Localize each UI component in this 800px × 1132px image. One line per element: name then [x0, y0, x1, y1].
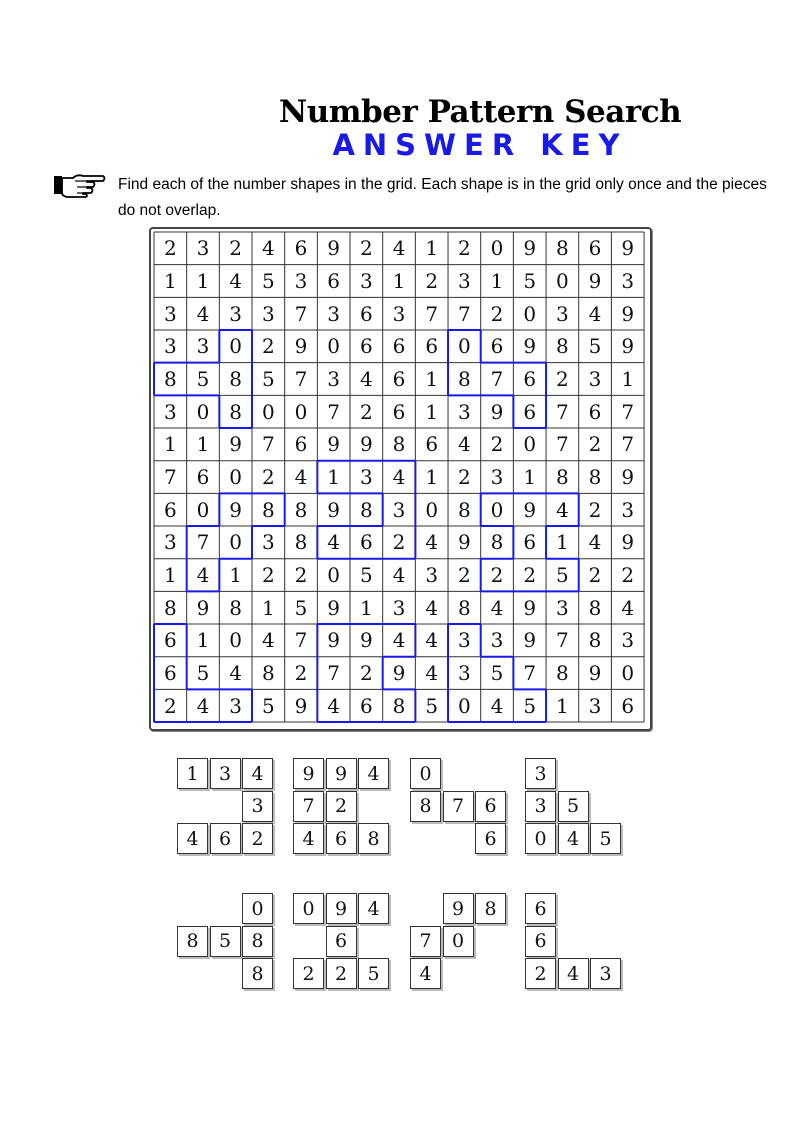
- grid-cell: 6: [392, 399, 406, 424]
- grid-cell: 3: [261, 301, 275, 326]
- piece-cell: 4: [358, 893, 389, 924]
- grid-cell: 3: [392, 595, 406, 620]
- grid-cell: 4: [621, 595, 635, 620]
- piece-cell: 3: [525, 791, 556, 822]
- grid-cell: 0: [457, 334, 471, 359]
- grid-cell: 9: [392, 661, 406, 686]
- grid-cell: 8: [359, 497, 373, 522]
- grid-cell: 2: [163, 693, 177, 718]
- grid-cell: 3: [229, 301, 243, 326]
- grid-cell: 7: [523, 661, 537, 686]
- grid-cell: 5: [261, 268, 275, 293]
- grid-cell: 0: [196, 399, 210, 424]
- piece-cell: 8: [242, 958, 273, 989]
- piece-cell: 2: [326, 958, 357, 989]
- piece-cell: 6: [475, 791, 506, 822]
- grid-cell: 0: [327, 563, 341, 588]
- piece-cell: 9: [443, 893, 474, 924]
- piece-cell: 6: [525, 926, 556, 957]
- piece-cell: 7: [443, 791, 474, 822]
- piece-cell: 8: [177, 926, 208, 957]
- grid-cell: 5: [588, 334, 602, 359]
- grid-cell: 0: [229, 530, 243, 555]
- grid-cell: 4: [229, 268, 243, 293]
- grid-cell: 9: [523, 334, 537, 359]
- grid-cell: 7: [425, 301, 439, 326]
- piece-cell: 2: [293, 958, 324, 989]
- grid-cell: 2: [294, 563, 308, 588]
- grid-cell: 9: [621, 334, 635, 359]
- grid-cell: 1: [425, 367, 439, 391]
- grid-cell: 0: [457, 693, 471, 718]
- grid-cell: 3: [359, 268, 373, 293]
- grid-cell: 3: [621, 628, 635, 653]
- grid-cell: 4: [261, 628, 275, 653]
- grid-cell: 3: [229, 693, 243, 718]
- grid-cell: 7: [196, 530, 210, 555]
- grid-cell: 4: [457, 432, 471, 457]
- grid-cell: 8: [555, 236, 569, 261]
- grid-cell: 7: [294, 367, 308, 391]
- grid-cell: 8: [294, 497, 308, 522]
- grid-cell: 2: [163, 236, 177, 261]
- piece-cell: 4: [558, 958, 589, 989]
- grid-cell: 9: [490, 399, 504, 424]
- grid-cell: 3: [490, 465, 504, 490]
- grid-cell: 8: [229, 595, 243, 620]
- piece-cell: 4: [358, 758, 389, 789]
- grid-cell: 3: [457, 628, 471, 653]
- piece-cell: 9: [293, 758, 324, 789]
- grid-cell: 6: [621, 693, 635, 718]
- grid-cell: 6: [294, 432, 308, 457]
- grid-cell: 4: [196, 301, 210, 326]
- grid-cell: 5: [490, 661, 504, 686]
- grid-cell: 4: [555, 497, 569, 522]
- grid-cell: 3: [588, 367, 602, 391]
- pointing-hand-icon: [53, 172, 107, 198]
- grid-cell: 1: [163, 432, 177, 457]
- piece-cell: 3: [590, 958, 621, 989]
- grid-cell: 5: [196, 661, 210, 686]
- grid-cell: 8: [261, 497, 275, 522]
- grid-cell: 3: [294, 268, 308, 293]
- grid-cell: 5: [425, 693, 439, 718]
- piece-cell: 4: [558, 823, 589, 854]
- grid-cell: 1: [163, 563, 177, 588]
- grid-cell: 4: [392, 465, 406, 490]
- grid-cell: 8: [588, 595, 602, 620]
- grid-cell: 6: [523, 399, 537, 424]
- grid-cell: 4: [588, 301, 602, 326]
- grid-cell: 8: [261, 661, 275, 686]
- grid-cell: 4: [261, 236, 275, 261]
- grid-cell: 6: [359, 301, 373, 326]
- grid-cell: 3: [163, 334, 177, 359]
- grid-cell: 2: [555, 367, 569, 391]
- grid-cell: 3: [163, 301, 177, 326]
- grid-cell: 9: [523, 628, 537, 653]
- instructions: Find each of the number shapes in the grid. Each shape is in the grid only once and the pieces do not overlap.: [118, 176, 767, 219]
- grid-cell: 6: [588, 236, 602, 261]
- grid-cell: 6: [523, 367, 537, 391]
- grid-cell: 1: [359, 595, 373, 620]
- grid-cell: 3: [621, 268, 635, 293]
- grid-cell: 7: [621, 399, 635, 424]
- grid-cell: 9: [457, 530, 471, 555]
- grid-cell: 2: [523, 563, 537, 588]
- grid-cell: 1: [196, 432, 210, 457]
- grid-cell: 2: [588, 563, 602, 588]
- grid-cell: 2: [457, 465, 471, 490]
- grid-cell: 2: [588, 497, 602, 522]
- number-grid: [154, 232, 644, 722]
- grid-cell: 0: [327, 334, 341, 359]
- grid-cell: 6: [425, 334, 439, 359]
- piece-cell: 6: [475, 823, 506, 854]
- grid-cell: 7: [457, 301, 471, 326]
- piece-cell: 8: [358, 823, 389, 854]
- grid-cell: 4: [196, 693, 210, 718]
- grid-cell: 8: [457, 497, 471, 522]
- grid-cell: 3: [457, 399, 471, 424]
- piece-cell: 7: [293, 791, 324, 822]
- grid-cell: 0: [555, 268, 569, 293]
- grid-cell: 8: [457, 595, 471, 620]
- grid-cell: 4: [392, 236, 406, 261]
- grid-cell: 4: [294, 465, 308, 490]
- grid-cell: 2: [490, 432, 504, 457]
- grid-cell: 6: [425, 432, 439, 457]
- grid-cell: 6: [392, 367, 406, 391]
- piece-cell: 7: [410, 926, 441, 957]
- grid-cell: 6: [163, 497, 177, 522]
- grid-cell: 8: [163, 367, 177, 391]
- grid-cell: 2: [621, 563, 635, 588]
- grid-cell: 6: [359, 693, 373, 718]
- grid-cell: 7: [163, 465, 177, 490]
- grid-cell: 9: [229, 497, 243, 522]
- grid-cell: 7: [555, 628, 569, 653]
- piece-cell: 5: [558, 791, 589, 822]
- grid-cell: 9: [621, 301, 635, 326]
- grid-cell: 4: [359, 367, 373, 391]
- grid-cell: 3: [425, 563, 439, 588]
- grid-cell: 9: [327, 595, 341, 620]
- piece-cell: 4: [242, 758, 273, 789]
- grid-cell: 6: [294, 236, 308, 261]
- piece-cell: 4: [293, 823, 324, 854]
- grid-cell: 9: [229, 432, 243, 457]
- grid-cell: 7: [261, 432, 275, 457]
- grid-cell: 9: [621, 236, 635, 261]
- grid-cell: 4: [327, 530, 341, 555]
- grid-cell: 1: [327, 465, 341, 490]
- grid-cell: 1: [555, 530, 569, 555]
- grid-cell: 4: [425, 595, 439, 620]
- grid-cell: 2: [359, 236, 373, 261]
- grid-cell: 2: [261, 563, 275, 588]
- piece-cell: 5: [590, 823, 621, 854]
- grid-cell: 8: [555, 334, 569, 359]
- grid-cell: 2: [392, 530, 406, 555]
- grid-cell: 2: [229, 236, 243, 261]
- grid-cell: 7: [490, 367, 504, 391]
- grid-cell: 3: [392, 301, 406, 326]
- grid-cell: 2: [457, 563, 471, 588]
- grid-cell: 7: [294, 628, 308, 653]
- grid-cell: 6: [490, 334, 504, 359]
- grid-cell: 7: [555, 399, 569, 424]
- grid-cell: 8: [163, 595, 177, 620]
- grid-cell: 1: [229, 563, 243, 588]
- grid-cell: 1: [621, 367, 635, 391]
- piece-cell: 6: [326, 823, 357, 854]
- piece-cell: 0: [410, 758, 441, 789]
- grid-cell: 2: [588, 432, 602, 457]
- grid-cell: 2: [261, 334, 275, 359]
- grid-cell: 6: [523, 530, 537, 555]
- grid-cell: 5: [555, 563, 569, 588]
- grid-cell: 9: [588, 268, 602, 293]
- grid-cell: 6: [163, 661, 177, 686]
- grid-cell: 8: [555, 661, 569, 686]
- grid-cell: 1: [425, 399, 439, 424]
- grid-cell: 8: [294, 530, 308, 555]
- grid-cell: 9: [523, 236, 537, 261]
- grid-cell: 2: [359, 661, 373, 686]
- grid-cell: 7: [327, 399, 341, 424]
- grid-cell: 2: [457, 236, 471, 261]
- grid-cell: 5: [359, 563, 373, 588]
- grid-cell: 6: [359, 334, 373, 359]
- grid-cell: 0: [523, 301, 537, 326]
- grid-cell: 7: [621, 432, 635, 457]
- grid-cell: 0: [621, 661, 635, 686]
- piece-cell: 8: [410, 791, 441, 822]
- grid-cell: 9: [588, 661, 602, 686]
- grid-cell: 8: [588, 628, 602, 653]
- grid-cell: 3: [457, 268, 471, 293]
- grid-cell: 4: [490, 595, 504, 620]
- grid-cell: 6: [163, 628, 177, 653]
- grid-cell: 4: [425, 661, 439, 686]
- piece-cell: 8: [475, 893, 506, 924]
- grid-cell: 9: [196, 595, 210, 620]
- grid-cell: 4: [425, 628, 439, 653]
- grid-cell: 3: [457, 661, 471, 686]
- grid-cell: 1: [392, 268, 406, 293]
- grid-cell: 8: [229, 399, 243, 424]
- piece-cell: 6: [525, 893, 556, 924]
- piece-cell: 1: [177, 758, 208, 789]
- grid-cell: 4: [490, 693, 504, 718]
- grid-cell: 6: [196, 465, 210, 490]
- grid-cell: 4: [196, 563, 210, 588]
- grid-cell: 0: [229, 334, 243, 359]
- grid-cell: 2: [359, 399, 373, 424]
- grid-cell: 1: [163, 268, 177, 293]
- grid-cell: 7: [555, 432, 569, 457]
- grid-cell: 9: [327, 236, 341, 261]
- grid-cell: 8: [555, 465, 569, 490]
- piece-cell: 3: [525, 758, 556, 789]
- piece-cell: 5: [210, 926, 241, 957]
- grid-cell: 3: [261, 530, 275, 555]
- piece-cell: 0: [443, 926, 474, 957]
- page-title: Number Pattern Search: [278, 94, 682, 130]
- grid-cell: 0: [490, 497, 504, 522]
- grid-cell: 3: [621, 497, 635, 522]
- grid-cell: 4: [588, 530, 602, 555]
- grid-cell: 5: [523, 693, 537, 718]
- grid-cell: 2: [490, 563, 504, 588]
- grid-cell: 0: [294, 399, 308, 424]
- piece-cell: 3: [242, 791, 273, 822]
- grid-cell: 9: [327, 628, 341, 653]
- grid-cell: 0: [229, 628, 243, 653]
- grid-cell: 5: [196, 367, 210, 391]
- grid-cell: 6: [392, 334, 406, 359]
- grid-cell: 1: [261, 595, 275, 620]
- grid-cell: 3: [327, 301, 341, 326]
- grid-cell: 1: [490, 268, 504, 293]
- grid-cell: 2: [490, 301, 504, 326]
- grid-cell: 9: [621, 465, 635, 490]
- grid-cell: 9: [359, 432, 373, 457]
- piece-cell: 9: [326, 758, 357, 789]
- grid-cell: 8: [457, 367, 471, 391]
- piece-cell: 6: [210, 823, 241, 854]
- piece-cell: 9: [326, 893, 357, 924]
- grid-cell: 8: [490, 530, 504, 555]
- grid-cell: 0: [490, 236, 504, 261]
- piece-cell: 0: [242, 893, 273, 924]
- grid-cell: 8: [392, 693, 406, 718]
- piece-cell: 0: [525, 823, 556, 854]
- grid-cell: 5: [261, 367, 275, 391]
- grid-cell: 4: [392, 628, 406, 653]
- grid-cell: 3: [555, 595, 569, 620]
- grid-cell: 7: [294, 301, 308, 326]
- grid-cell: 3: [163, 530, 177, 555]
- grid-cell: 1: [425, 236, 439, 261]
- grid-cell: 0: [425, 497, 439, 522]
- grid-cell: 1: [196, 628, 210, 653]
- grid-cell: 6: [359, 530, 373, 555]
- grid-cell: 2: [294, 661, 308, 686]
- grid-cell: 4: [392, 563, 406, 588]
- grid-cell: 8: [392, 432, 406, 457]
- grid-cell: 3: [163, 399, 177, 424]
- grid-cell: 0: [229, 465, 243, 490]
- piece-cell: 2: [242, 823, 273, 854]
- grid-cell: 6: [327, 268, 341, 293]
- grid-cell: 1: [555, 693, 569, 718]
- piece-cell: 6: [326, 926, 357, 957]
- grid-cell: 0: [196, 497, 210, 522]
- grid-cell: 4: [327, 693, 341, 718]
- grid-cell: 5: [294, 595, 308, 620]
- grid-cell: 9: [621, 530, 635, 555]
- grid-cell: 3: [588, 693, 602, 718]
- grid-cell: 2: [425, 268, 439, 293]
- grid-cell: 3: [359, 465, 373, 490]
- piece-cell: 4: [410, 958, 441, 989]
- grid-cell: 1: [425, 465, 439, 490]
- piece-cell: 2: [525, 958, 556, 989]
- grid-cell: 4: [229, 661, 243, 686]
- piece-cell: 5: [358, 958, 389, 989]
- grid-cell: 8: [229, 367, 243, 391]
- grid-cell: 5: [523, 268, 537, 293]
- grid-cell: 3: [327, 367, 341, 391]
- grid-cell: 6: [588, 399, 602, 424]
- grid-cell: 5: [261, 693, 275, 718]
- grid-cell: 9: [294, 334, 308, 359]
- grid-cell: 9: [327, 497, 341, 522]
- grid-cell: 3: [196, 334, 210, 359]
- grid-cell: 3: [555, 301, 569, 326]
- piece-cell: 2: [326, 791, 357, 822]
- grid-cell: 9: [523, 595, 537, 620]
- grid-cell: 2: [261, 465, 275, 490]
- grid-cell: 0: [261, 399, 275, 424]
- grid-cell: 7: [327, 661, 341, 686]
- grid-cell: 9: [294, 693, 308, 718]
- grid-cell: 0: [523, 432, 537, 457]
- grid-cell: 8: [588, 465, 602, 490]
- grid-cell: 3: [490, 628, 504, 653]
- grid-cell: 1: [523, 465, 537, 490]
- grid-cell: 9: [327, 432, 341, 457]
- grid-cell: 1: [196, 268, 210, 293]
- grid-cell: 3: [392, 497, 406, 522]
- grid-cell: 4: [425, 530, 439, 555]
- grid-cell: 9: [523, 497, 537, 522]
- piece-cell: 0: [293, 893, 324, 924]
- piece-cell: 8: [242, 926, 273, 957]
- grid-cell: 3: [196, 236, 210, 261]
- piece-cell: 3: [210, 758, 241, 789]
- piece-cell: 4: [177, 823, 208, 854]
- grid-cell: 9: [359, 628, 373, 653]
- page-subtitle: ANSWER KEY: [332, 128, 628, 162]
